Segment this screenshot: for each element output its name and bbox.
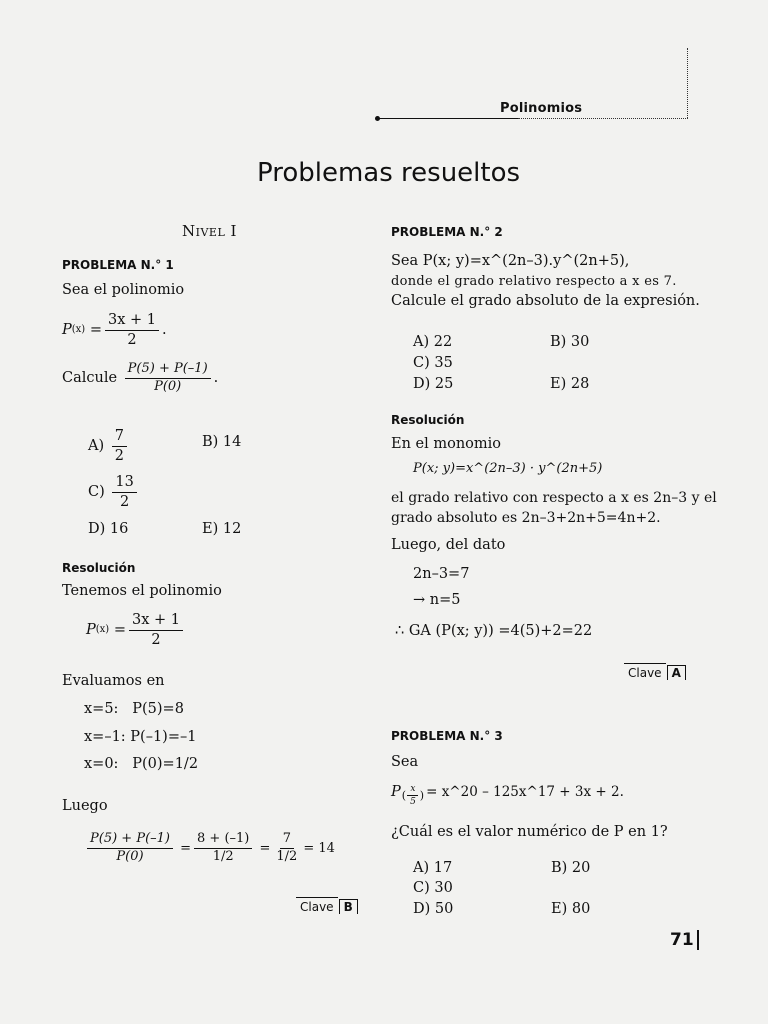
header-bullet xyxy=(375,116,380,121)
page-title: Problemas resueltos xyxy=(257,158,521,188)
header-rule xyxy=(378,118,518,119)
p2-clave: Clave A xyxy=(624,663,686,681)
p1-option-a: A) $\frac{7}{2}$ xyxy=(88,428,130,464)
p2-option-a: A) 22 xyxy=(413,334,453,350)
p1-clave: Clave B xyxy=(296,897,358,915)
p1-final-expression: $\frac{P(5) + P(-1)}{P(0)}$ = $\frac{8 + (-1)}{1/2}$ = $\frac{7}{1/2}$ = 14 xyxy=(84,832,335,865)
p1-res-intro: Tenemos el polinomio xyxy=(62,583,222,599)
p1-resolution-heading: Resolución xyxy=(62,561,136,575)
p2-option-c: C) 35 xyxy=(413,355,453,371)
p2-eq-1: 2n–3=7 xyxy=(413,566,470,582)
p1-option-e: E) 12 xyxy=(202,521,242,537)
p1-eval-intro: Evaluamos en xyxy=(62,673,165,689)
p2-heading: PROBLEMA N.° 2 xyxy=(391,225,503,239)
p2-eq-2: → n=5 xyxy=(413,592,461,608)
p2-line-3: Calcule el grado absoluto de la expresión. xyxy=(391,293,700,309)
p2-eq-3: ∴ GA (P(x; y)) =4(5)+2=22 xyxy=(395,623,593,639)
p3-question: ¿Cuál es el valor numérico de P en 1? xyxy=(391,824,668,840)
p3-option-c: C) 30 xyxy=(413,880,453,896)
p2-dato: Luego, del dato xyxy=(391,537,506,553)
level-heading: Nivel I xyxy=(182,222,237,240)
p1-eval-line-2: x=–1: P(–1)=–1 xyxy=(84,729,197,745)
p2-monomio: P(x; y)=x^(2n–3) · y^(2n+5) xyxy=(413,461,603,476)
p2-resolution-heading: Resolución xyxy=(391,413,465,427)
page-number: 71 xyxy=(670,930,699,950)
p1-option-b: B) 14 xyxy=(202,434,242,450)
p3-option-e: E) 80 xyxy=(551,901,591,917)
header-dotted-vertical xyxy=(687,48,688,118)
p1-option-c: C) $\frac{13}{2}$ xyxy=(88,474,140,510)
page-number-bar xyxy=(697,930,699,950)
p3-option-a: A) 17 xyxy=(413,860,453,876)
p2-res-text-1: el grado relativo con respecto a x es 2n–3 y el xyxy=(391,490,717,506)
p2-line-2: donde el grado relativo respecto a x es 7. xyxy=(391,274,677,289)
p1-polynomial: P (x) = $\frac{3x + 1}{2}$ . xyxy=(62,312,167,348)
p3-option-d: D) 50 xyxy=(413,901,454,917)
p3-option-b: B) 20 xyxy=(551,860,591,876)
p1-heading: PROBLEMA N.° 1 xyxy=(62,258,174,272)
p2-option-e: E) 28 xyxy=(550,376,590,392)
header-rule-dotted xyxy=(518,118,688,119)
p2-option-b: B) 30 xyxy=(550,334,590,350)
p1-luego: Luego xyxy=(62,798,108,814)
p1-res-polynomial: P (x) = $\frac{3x + 1}{2}$ xyxy=(86,612,186,648)
p1-option-d: D) 16 xyxy=(88,521,129,537)
p3-polynomial: P ( $\frac{x}{5}$ ) = x^20 – 125x^17 + 3x + 2. xyxy=(391,783,624,808)
p2-res-intro: En el monomio xyxy=(391,436,502,452)
chapter-title: Polinomios xyxy=(500,101,583,116)
p2-option-d: D) 25 xyxy=(413,376,454,392)
p1-calc: Calcule $\frac{P(5) + P(-1)}{P(0)}$ . xyxy=(62,361,219,394)
p2-line-1: Sea P(x; y)=x^(2n–3).y^(2n+5), xyxy=(391,253,630,269)
p3-intro: Sea xyxy=(391,754,419,770)
p3-heading: PROBLEMA N.° 3 xyxy=(391,729,503,743)
p1-eval-line-1: x=5: P(5)=8 xyxy=(84,701,184,717)
p2-res-text-2: grado absoluto es 2n–3+2n+5=4n+2. xyxy=(391,510,661,526)
p1-intro: Sea el polinomio xyxy=(62,282,185,298)
p1-eval-line-3: x=0: P(0)=1/2 xyxy=(84,756,199,772)
